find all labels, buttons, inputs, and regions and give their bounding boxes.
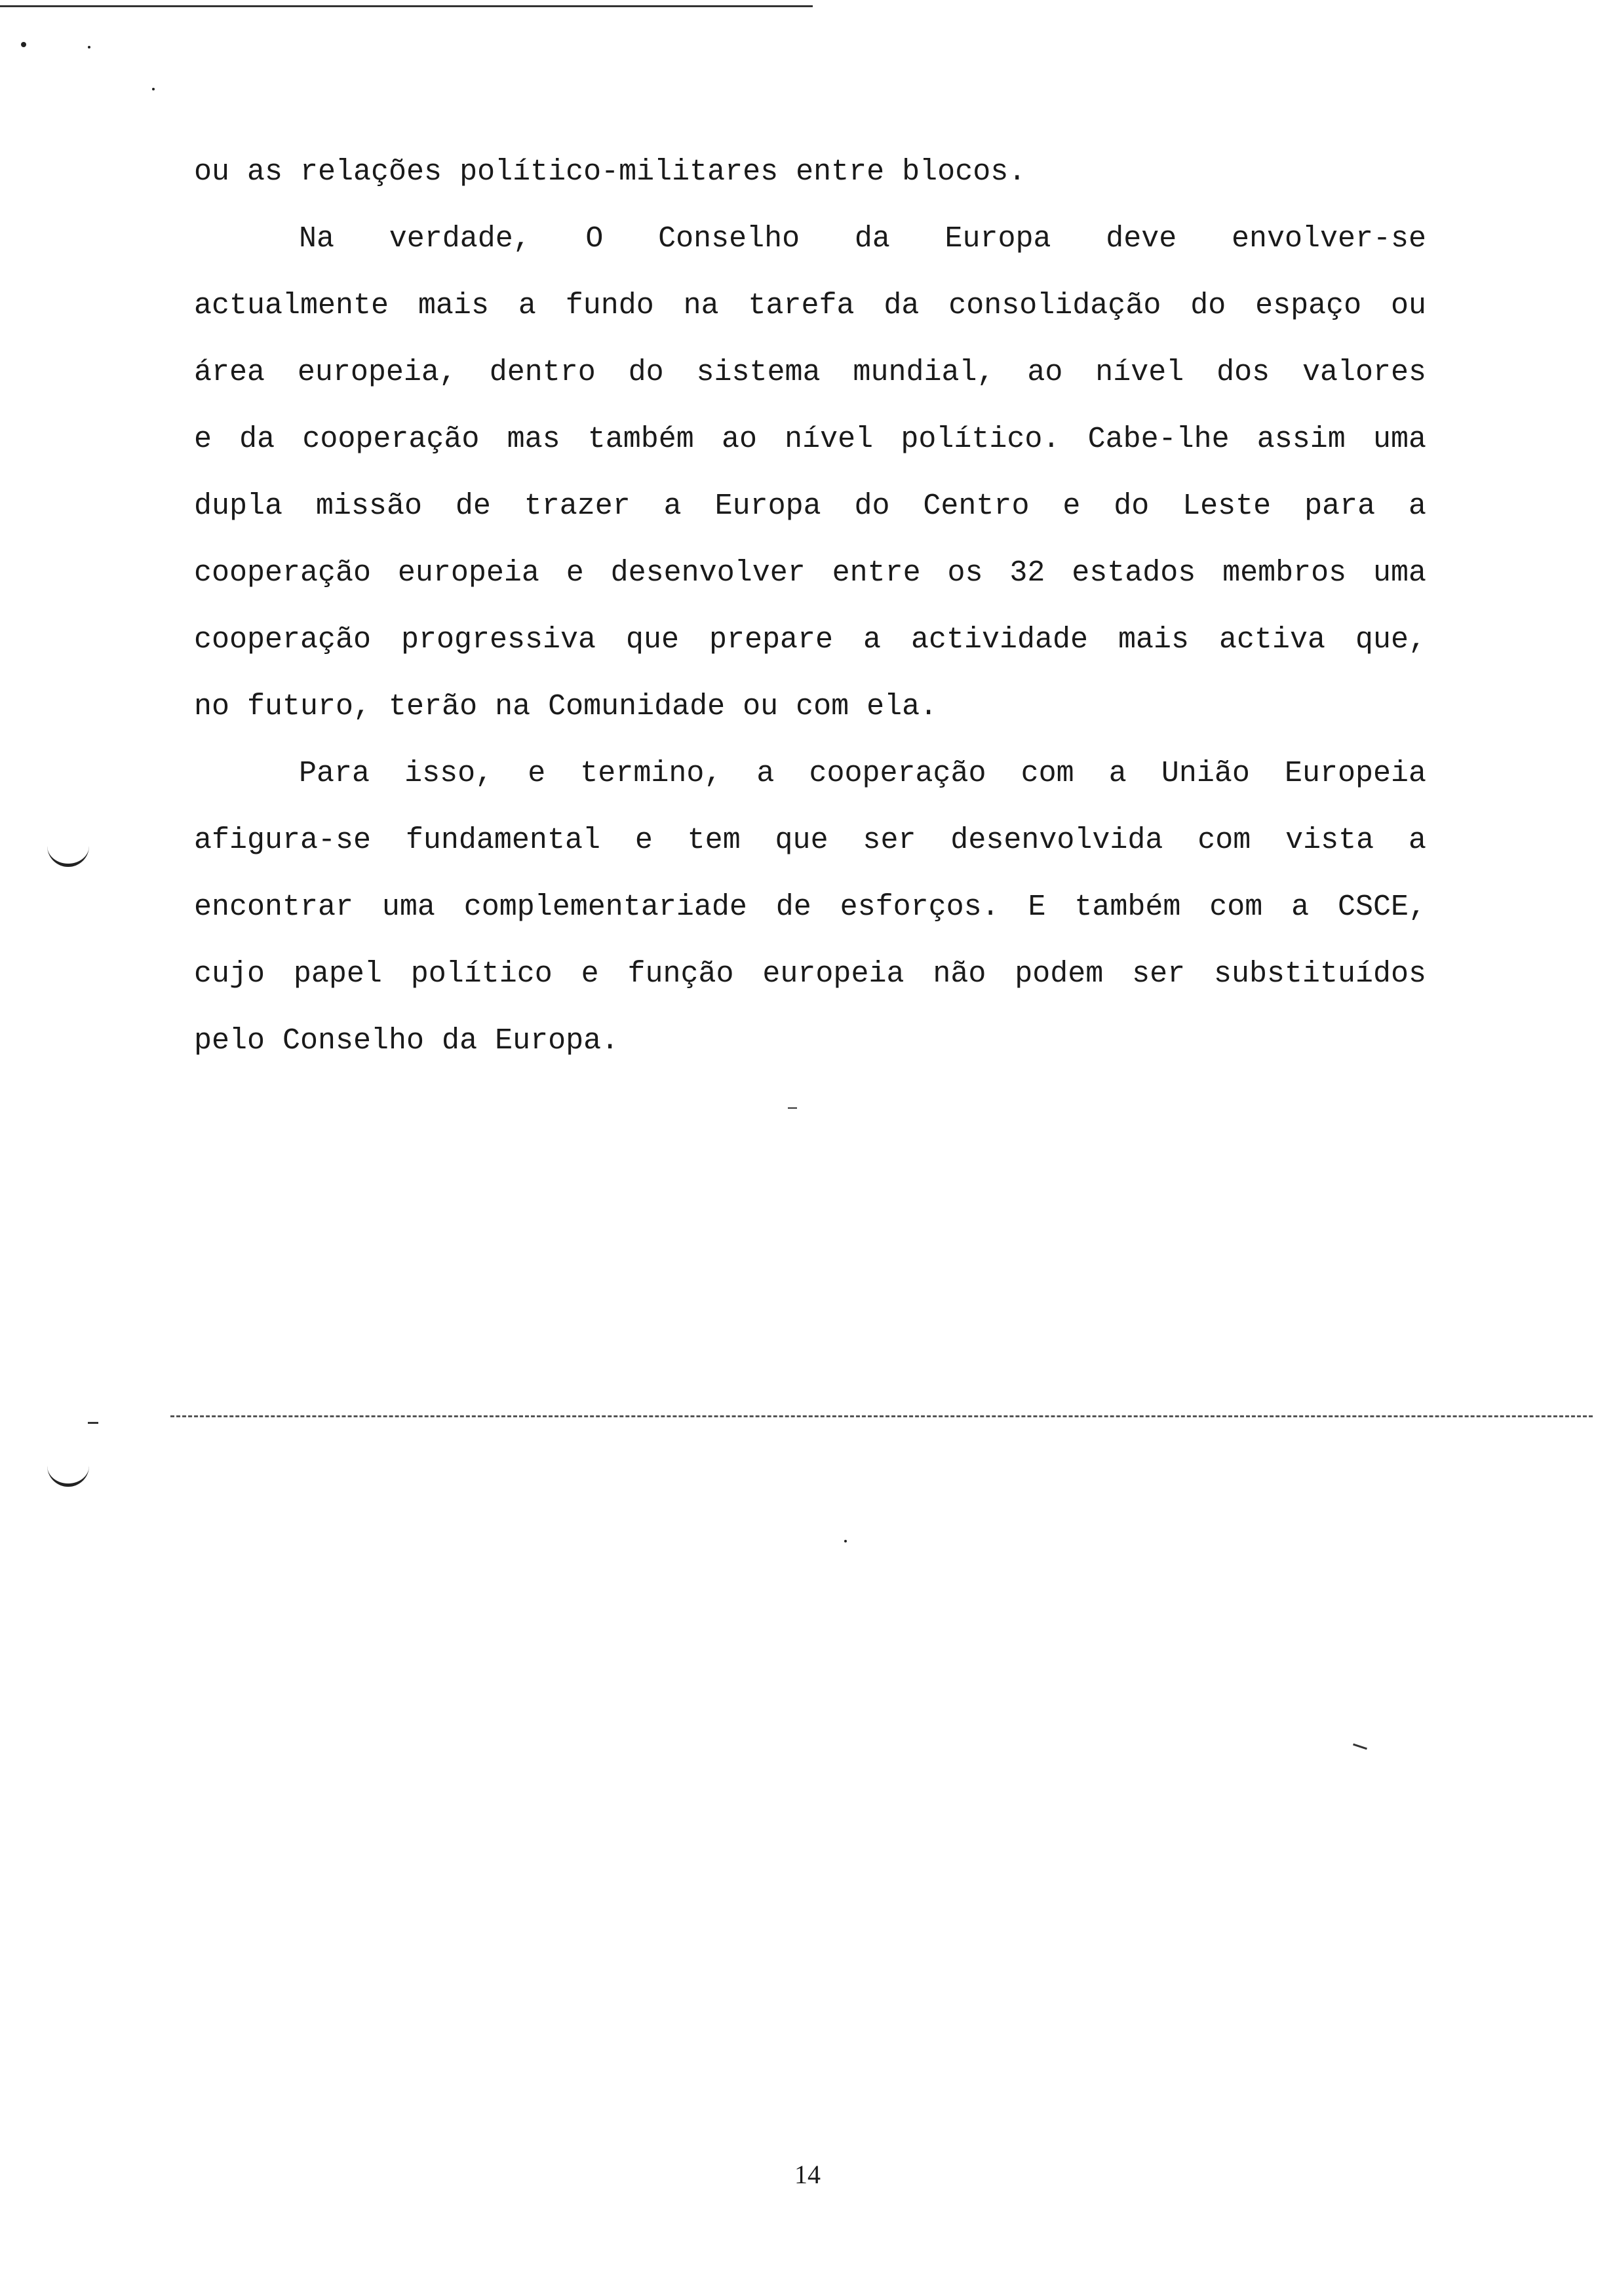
text-line: afigura-se fundamental e tem que ser desenvolvida com vista a bbox=[194, 824, 1426, 857]
body-text bbox=[194, 139, 1426, 1075]
page-number: 14 bbox=[794, 2160, 821, 2189]
top-scan-rule bbox=[0, 5, 813, 7]
text-line: dupla missão de trazer a Europa do Centro e do Leste para a bbox=[194, 489, 1426, 523]
scan-dash bbox=[88, 1422, 98, 1424]
scan-speck bbox=[88, 46, 90, 48]
scan-speck bbox=[21, 42, 26, 47]
text-line: cujo papel político e função europeia não podem ser substituídos bbox=[194, 957, 1426, 991]
scan-speck bbox=[152, 88, 155, 90]
dashed-separator-rule bbox=[170, 1415, 1593, 1417]
punch-hole-mark-upper bbox=[47, 844, 89, 867]
text-line: cooperação europeia e desenvolver entre os 32 estados membros uma bbox=[194, 556, 1426, 590]
text-line: cooperação progressiva que prepare a actividade mais activa que, bbox=[194, 623, 1426, 657]
text-line: no futuro, terão na Comunidade ou com ela. bbox=[194, 690, 938, 723]
punch-hole-mark-lower bbox=[47, 1464, 89, 1487]
text-line: área europeia, dentro do sistema mundial, ao nível dos valores bbox=[194, 356, 1426, 389]
text-line: actualmente mais a fundo na tarefa da consolidação do espaço ou bbox=[194, 289, 1426, 322]
scan-speck bbox=[844, 1540, 847, 1542]
text-line: ou as relações político-militares entre blocos. bbox=[194, 155, 1026, 189]
text-line: Para isso, e termino, a cooperação com a União Europeia bbox=[299, 757, 1426, 790]
scan-dash bbox=[788, 1107, 797, 1109]
text-line: encontrar uma complementariade de esforços. E também com a CSCE, bbox=[194, 890, 1426, 924]
scan-dash bbox=[1353, 1744, 1367, 1750]
text-line: pelo Conselho da Europa. bbox=[194, 1024, 619, 1058]
text-line: Na verdade, O Conselho da Europa deve envolver-se bbox=[299, 222, 1426, 256]
text-line: e da cooperação mas também ao nível político. Cabe-lhe assim uma bbox=[194, 423, 1426, 456]
